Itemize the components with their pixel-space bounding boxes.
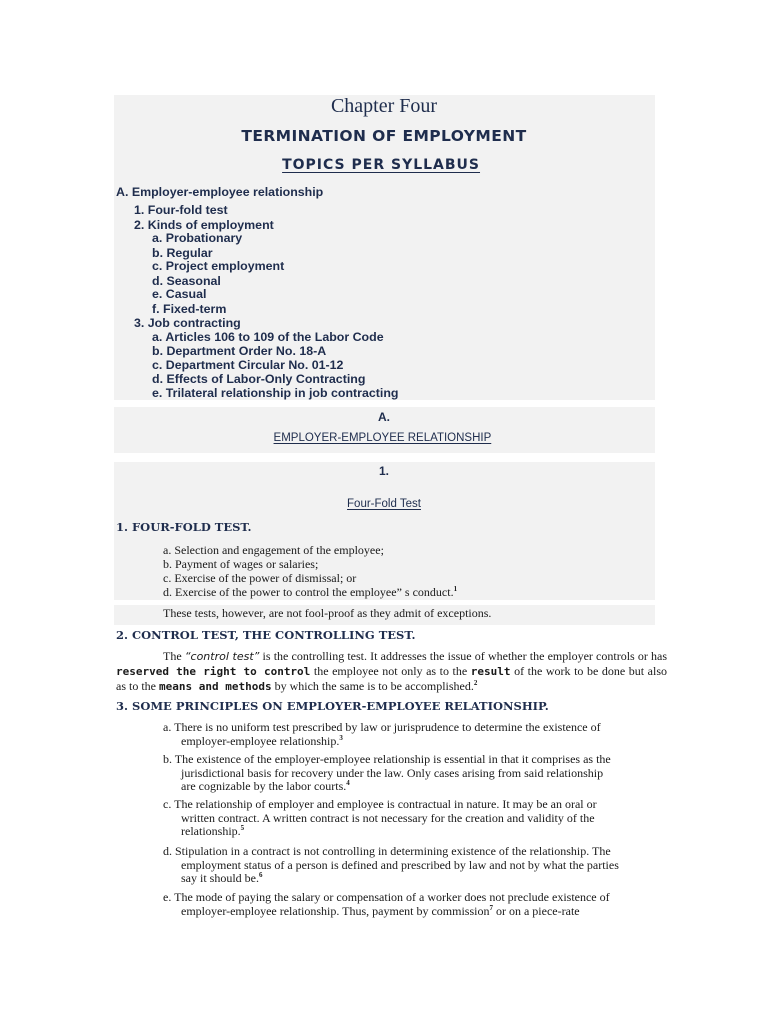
outline-2: 2. Kinds of employment	[134, 218, 274, 232]
fourfold-item-d: d. Exercise of the power to control the employee” s conduct.$^1$	[163, 585, 458, 599]
outline-2a: a. Probationary	[152, 231, 243, 245]
footnote-5: 5	[240, 824, 245, 832]
section-a-title: EMPLOYER-EMPLOYEE RELATIONSHIP	[273, 432, 492, 444]
outline-2d: d. Seasonal	[152, 274, 221, 288]
footnote-1: 1	[453, 585, 458, 593]
outline-2b: b. Regular	[152, 246, 213, 260]
principle-c: c. The relationship of employer and employee is contractual in nature. It may be an oral or written contract. A written contract is not necessary for the creation and validity of the relationship.$^5$	[163, 797, 597, 838]
outline-1: 1. Four-fold test	[134, 203, 228, 217]
principles-heading: 3. SOME PRINCIPLES ON EMPLOYER-EMPLOYEE RELATIONSHIP.	[116, 699, 549, 713]
outline-3e: e. Trilateral relationship in job contracting	[152, 386, 399, 400]
outline-3a: a. Articles 106 to 109 of the Labor Code	[152, 330, 384, 344]
outline-a: A. Employer-employee relationship	[116, 185, 324, 199]
control-paragraph: The “control test” is the controlling test. It addresses the issue of whether the employer controls or has reserved the right to control the employee not only as to the result of the work to be done but also as to the means and methods by which the same is to be accomplished.$^2$	[116, 649, 668, 693]
principle-d: d. Stipulation in a contract is not controlling in determining existence of the relationship. The employment status of a person is defined and prescribed by law and not by what the parties say it should be.$^6$	[163, 844, 619, 885]
principle-b: b. The existence of the employer-employee relationship is essential in that it comprises as the jurisdictional basis for recovery under the law. Only cases arising from said relationship are cognizable by the labor courts.$^4$	[163, 752, 611, 793]
principle-e: e. The mode of paying the salary or compensation of a worker does not preclude existence of employer-employee relationship. Thus, payment by commission$^7$ or on a piece-rate	[163, 890, 610, 918]
footnote-7: 7	[489, 903, 493, 912]
outline-3b: b. Department Order No. 18-A	[152, 344, 327, 358]
principle-a: a. There is no uniform test prescribed by law or jurisprudence to determine the existence of employer-employee relationship.$^3$	[163, 720, 601, 748]
outline-3d: d. Effects of Labor-Only Contracting	[152, 372, 366, 386]
outline-3c: c. Department Circular No. 01-12	[152, 358, 344, 372]
section-1-title: Four-Fold Test	[347, 498, 421, 510]
footnote-4: 4	[346, 779, 350, 787]
chapter-title: Chapter Four	[330, 95, 438, 117]
section-title: TERMINATION OF EMPLOYMENT	[241, 127, 527, 145]
control-heading: 2. CONTROL TEST, THE CONTROLLING TEST.	[116, 628, 416, 642]
fourfold-item-c: c. Exercise of the power of dismissal; or	[163, 571, 357, 585]
outline-2c: c. Project employment	[152, 259, 285, 273]
outline-3: 3. Job contracting	[134, 316, 241, 330]
section-1-number: 1.	[378, 464, 389, 478]
outline-2f: f. Fixed-term	[152, 302, 227, 316]
fourfold-note: These tests, however, are not fool-proof as they admit of exceptions.	[163, 606, 492, 620]
fourfold-heading: 1. FOUR-FOLD TEST.	[116, 520, 252, 534]
footnote-6: 6	[259, 871, 263, 879]
fourfold-item-b: b. Payment of wages or salaries;	[163, 557, 319, 571]
footnote-3: 3	[339, 733, 343, 742]
footnote-2: 2	[473, 679, 478, 687]
outline-2e: e. Casual	[152, 287, 207, 301]
section-a-letter: A.	[378, 410, 390, 424]
topics-heading: TOPICS PER SYLLABUS	[282, 157, 481, 173]
fourfold-item-a: a. Selection and engagement of the employee;	[163, 543, 384, 557]
